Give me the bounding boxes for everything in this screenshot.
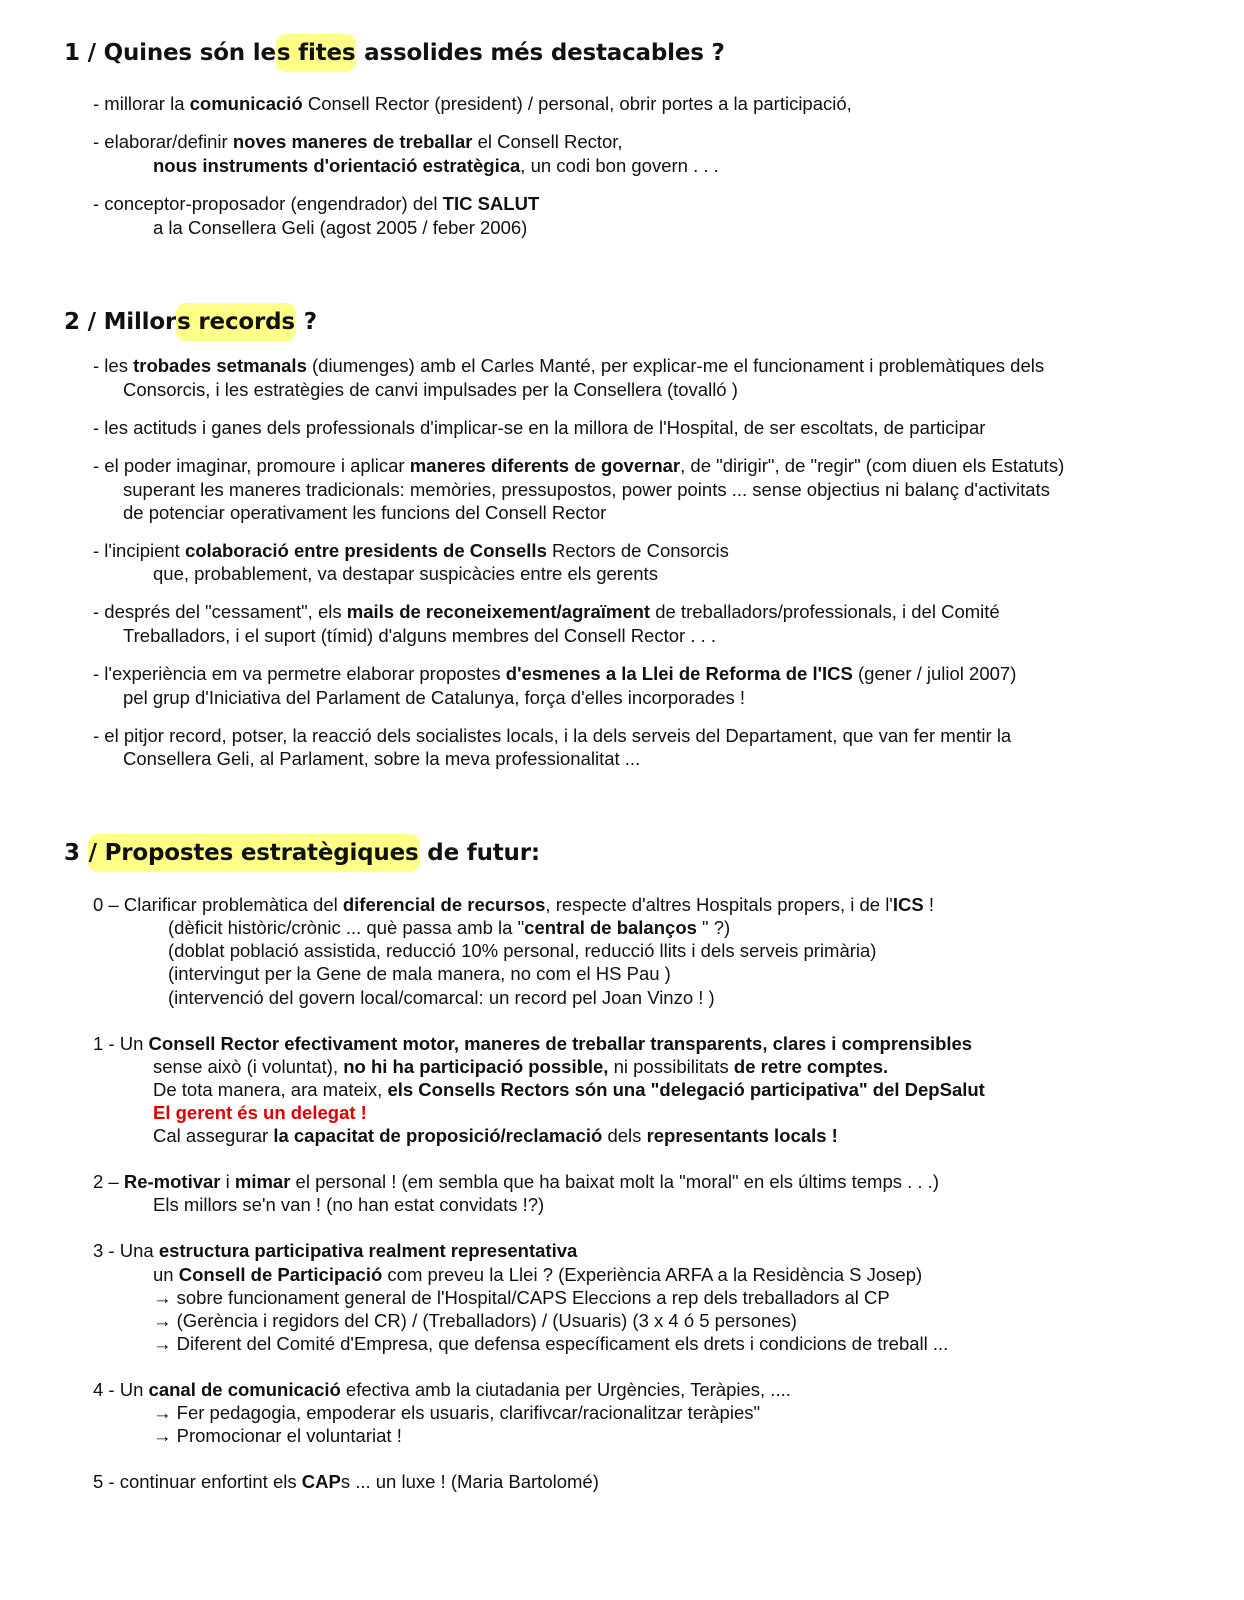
section-1-title-suffix: assolides més destacables ?	[356, 40, 725, 66]
text-run: Cal assegurar	[153, 1125, 274, 1146]
text-line	[123, 501, 606, 525]
bold-text: diferencial de recursos	[342, 894, 546, 915]
text-line	[153, 1124, 838, 1148]
text-run: - elaborar/definir	[93, 131, 233, 152]
bold-text: ICS	[892, 894, 924, 915]
text-run: ni possibilitats	[608, 1056, 734, 1077]
bold-text: canal de comunicació	[148, 1379, 341, 1400]
text-line	[153, 1332, 948, 1356]
bold-text: els Consells Rectors són una "delegació participativa" del DepSalut	[387, 1079, 985, 1100]
text-run: Els millors se'n van ! (no han estat convidats !?)	[153, 1194, 545, 1215]
text-run: → Diferent del Comité d'Empresa, que defensa específicament els drets i condicions de treball ...	[153, 1333, 949, 1354]
text-line	[93, 1378, 791, 1402]
text-line	[123, 378, 738, 402]
bold-text: de retre comptes.	[733, 1056, 889, 1077]
text-line	[93, 662, 1016, 686]
text-run: pel grup d'Iniciativa del Parlament de Catalunya, força d'elles incorporades !	[123, 687, 746, 708]
text-run: , un codi bon govern . . .	[520, 155, 719, 176]
section-2-title-prefix: 2 / Millor	[64, 309, 177, 335]
text-run: s ... un luxe ! (Maria Bartolomé)	[340, 1471, 599, 1492]
text-run: → (Gerència i regidors del CR) / (Treballadors) / (Usuaris) (3 x 4 ó 5 persones)	[153, 1310, 797, 1331]
text-run: → Fer pedagogia, empoderar els usuaris, clarifivcar/racionalitzar teràpies"	[153, 1402, 761, 1423]
bold-text: Consell Rector efectivament motor, maneres de treballar transparents, clares i comprensibles	[148, 1033, 973, 1054]
section-3-title	[64, 840, 540, 866]
section-1-title-highlight: s fites	[276, 34, 356, 72]
text-line	[93, 454, 1064, 478]
text-run: com preveu la Llei ? (Experiència ARFA a la Residència S Josep)	[382, 1264, 923, 1285]
bold-text: TIC SALUT	[442, 193, 540, 214]
text-run: - el poder imaginar, promoure i aplicar	[93, 455, 410, 476]
text-run: (intervingut per la Gene de mala manera, no com el HS Pau )	[168, 963, 671, 984]
text-run: - les actituds i ganes dels professionals d'implicar-se en la millora de l'Hospital, de ser escoltats, de participar	[93, 417, 986, 438]
text-run: De tota manera, ara mateix,	[153, 1079, 388, 1100]
text-line	[168, 962, 671, 986]
text-line	[168, 939, 876, 963]
text-line	[123, 747, 640, 771]
text-run: Consellera Geli, al Parlament, sobre la meva professionalitat ...	[123, 748, 641, 769]
text-line	[153, 1401, 760, 1425]
text-run: 2 –	[93, 1171, 124, 1192]
text-run: → Promocionar el voluntariat !	[153, 1425, 402, 1446]
bold-text: estructura participativa realment representativa	[158, 1240, 578, 1261]
text-run: , de "dirigir", de "regir" (com diuen els Estatuts)	[680, 455, 1065, 476]
bold-text: representants locals !	[646, 1125, 838, 1146]
text-run: - l'incipient	[93, 540, 185, 561]
bold-text: la capacitat de proposició/reclamació	[273, 1125, 603, 1146]
section-3-title-suffix: de futur:	[419, 840, 540, 866]
text-run: - després del "cessament", els	[93, 601, 347, 622]
text-run: superant les maneres tradicionals: memòries, pressupostos, power points ... sense objectius ni balanç d'activitats	[123, 479, 1050, 500]
text-run: i	[220, 1171, 235, 1192]
bold-text: CAP	[301, 1471, 341, 1492]
text-run: , respecte d'altres Hospitals propers, i de l'	[545, 894, 893, 915]
text-line	[153, 1101, 367, 1125]
text-run: (dèficit històric/crònic ... què passa amb la "	[168, 917, 525, 938]
text-run: dels	[602, 1125, 647, 1146]
text-line	[93, 416, 985, 440]
text-line	[93, 192, 539, 216]
text-line	[153, 1263, 922, 1287]
text-line	[153, 1286, 890, 1310]
text-line	[153, 1193, 544, 1217]
text-run: (doblat població assistida, reducció 10% personal, reducció llits i dels serveis primària)	[168, 940, 877, 961]
text-line	[93, 1470, 599, 1494]
section-3-title-prefix: 3	[64, 840, 88, 866]
bold-text: mimar	[234, 1171, 291, 1192]
bold-text: central de balanços	[524, 917, 697, 938]
text-run: a la Consellera Geli (agost 2005 / feber 2006)	[153, 217, 528, 238]
section-2-title	[64, 309, 317, 335]
text-run: el Consell Rector,	[472, 131, 623, 152]
text-line	[153, 154, 719, 178]
text-run: - conceptor-proposador (engendrador) del	[93, 193, 443, 214]
bold-text: trobades setmanals	[133, 355, 307, 376]
text-run: Consorcis, i les estratègies de canvi impulsades per la Consellera (tovalló )	[123, 379, 738, 400]
text-run: (intervenció del govern local/comarcal: un record pel Joan Vinzo ! )	[168, 987, 715, 1008]
text-run: " ?)	[696, 917, 731, 938]
text-run: el personal ! (em sembla que ha baixat molt la "moral" en els últims temps . . .)	[290, 1171, 939, 1192]
text-line	[153, 562, 658, 586]
text-line	[123, 686, 745, 710]
text-run: un	[153, 1264, 179, 1285]
text-line	[153, 216, 527, 240]
text-line	[93, 600, 1000, 624]
text-run: - el pitjor record, potser, la reacció dels socialistes locals, i la dels serveis del Departament, que van fer mentir la	[93, 725, 1012, 746]
text-line	[153, 1078, 985, 1102]
text-line	[93, 92, 852, 116]
text-line	[93, 1032, 972, 1056]
text-line	[93, 130, 623, 154]
bold-text: no hi ha participació possible,	[343, 1056, 609, 1077]
text-run: Consell Rector (president) / personal, obrir portes a la participació,	[302, 93, 852, 114]
text-run: que, probablement, va destapar suspicàcies entre els gerents	[153, 563, 658, 584]
text-line	[168, 916, 730, 940]
section-2-title-highlight: s records	[176, 303, 296, 341]
section-3-title-highlight: / Propostes estratègiques	[88, 834, 420, 872]
text-run: Rectors de Consorcis	[546, 540, 729, 561]
bold-text: nous instruments d'orientació estratègica	[153, 155, 521, 176]
section-1-title	[64, 40, 725, 66]
text-line	[93, 893, 934, 917]
text-line	[123, 624, 716, 648]
bold-text: Re-motivar	[123, 1171, 221, 1192]
text-line	[93, 539, 729, 563]
text-line	[153, 1424, 402, 1448]
section-1-title-prefix: 1 / Quines són le	[64, 40, 276, 66]
bold-text: maneres diferents de governar	[409, 455, 681, 476]
text-line	[93, 1170, 939, 1194]
text-run: de treballadors/professionals, i del Comité	[650, 601, 1000, 622]
text-run: 4 - Un	[93, 1379, 149, 1400]
text-run: - les	[93, 355, 134, 376]
text-line	[93, 724, 1011, 748]
bold-text: d'esmenes a la Llei de Reforma de l'ICS	[505, 663, 853, 684]
highlighted-red-text: El gerent és un delegat !	[153, 1102, 367, 1123]
text-line	[123, 478, 1050, 502]
text-line	[93, 354, 1044, 378]
text-line	[93, 1239, 577, 1263]
bold-text: Consell de Participació	[178, 1264, 383, 1285]
text-run: - millorar la	[93, 93, 190, 114]
text-run: 0 – Clarificar problemàtica del	[93, 894, 343, 915]
text-run: 1 - Un	[93, 1033, 149, 1054]
text-run: - l'experiència em va permetre elaborar propostes	[93, 663, 506, 684]
text-run: 5 - continuar enfortint els	[93, 1471, 302, 1492]
bold-text: mails de reconeixement/agraïment	[346, 601, 651, 622]
text-run: → sobre funcionament general de l'Hospital/CAPS Eleccions a rep dels treballadors al CP	[153, 1287, 890, 1308]
bold-text: comunicació	[189, 93, 303, 114]
text-run: sense això (i voluntat),	[153, 1056, 344, 1077]
text-run: de potenciar operativament les funcions del Consell Rector	[123, 502, 607, 523]
text-run: !	[923, 894, 934, 915]
text-run: (diumenges) amb el Carles Manté, per explicar-me el funcionament i problemàtiques dels	[306, 355, 1045, 376]
text-run: 3 - Una	[93, 1240, 159, 1261]
text-line	[153, 1309, 797, 1333]
bold-text: colaboració entre presidents de Consells	[184, 540, 547, 561]
text-line	[153, 1055, 888, 1079]
text-run: efectiva amb la ciutadania per Urgències, Teràpies, ....	[340, 1379, 791, 1400]
text-line	[168, 986, 715, 1010]
text-run: Treballadors, i el suport (tímid) d'alguns membres del Consell Rector . . .	[123, 625, 717, 646]
bold-text: noves maneres de treballar	[232, 131, 473, 152]
text-run: (gener / juliol 2007)	[852, 663, 1017, 684]
section-2-title-suffix: ?	[295, 309, 317, 335]
